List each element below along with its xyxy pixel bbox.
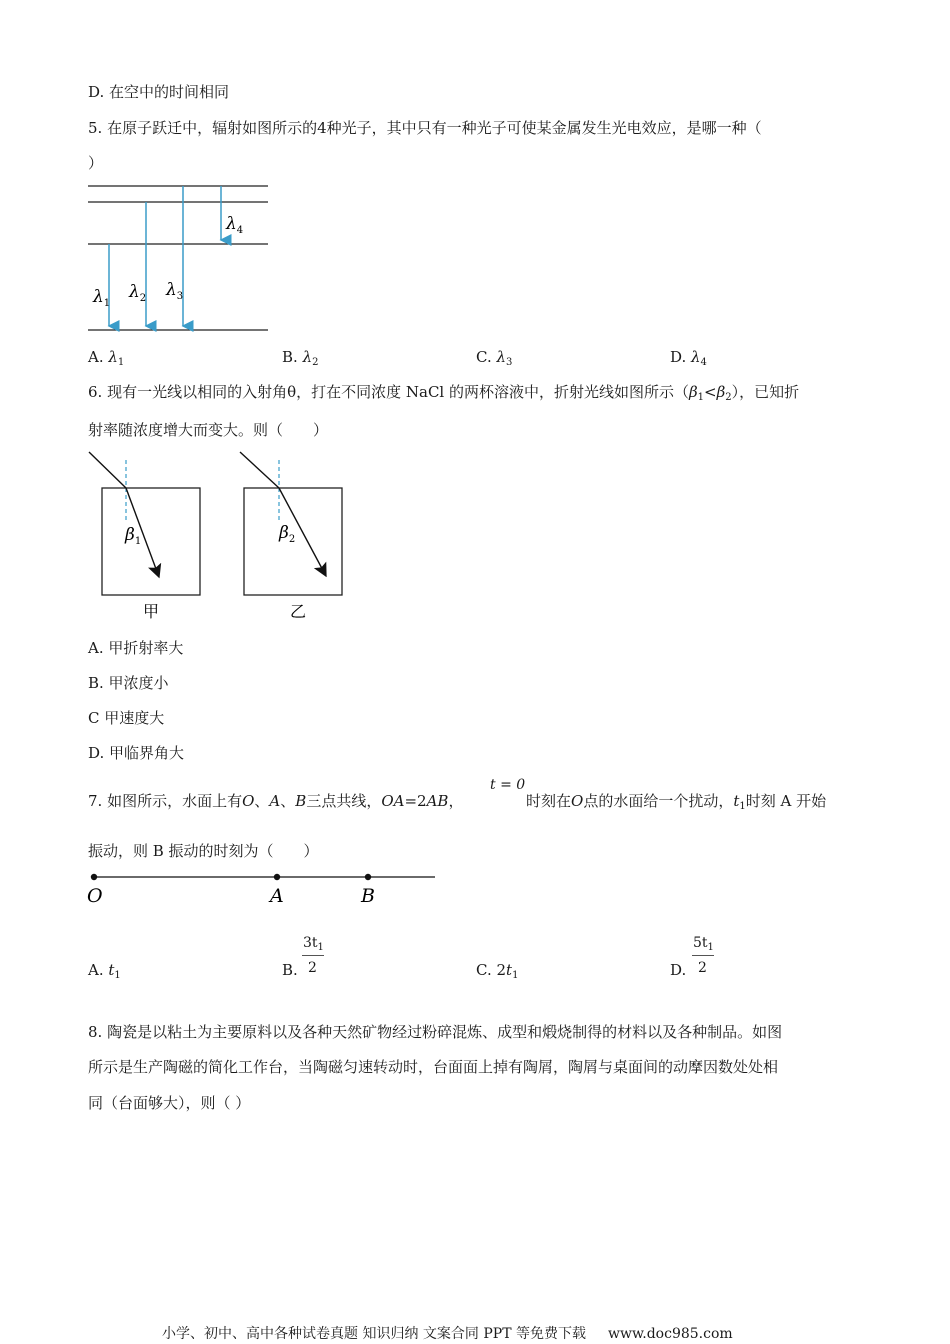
- footer-text: 小学、初中、高中各种试卷真题 知识归纳 文案合同 PPT 等免费下载: [162, 1326, 586, 1342]
- q6-option-b: B. 甲浓度小: [88, 674, 169, 692]
- q7-option-b-numerator: $3t_1$: [303, 935, 324, 953]
- q8-stem-line1: 8. 陶瓷是以粘土为主要原料以及各种天然矿物经过粉碎混炼、成型和煅烧制得的材料以及各种制品。如图: [88, 1023, 783, 1041]
- q6-stem-line2: 射率随浓度增大而变大。则（ ）: [88, 421, 329, 439]
- q5-stem-line2: ）: [88, 154, 104, 172]
- q7-option-b-fraction-bar: [302, 955, 324, 956]
- q6-option-a: A. 甲折射率大: [88, 639, 184, 657]
- q7-option-d-fraction-bar: [692, 955, 714, 956]
- q6-stem-line1: 6. 现有一光线以相同的入射角θ，打在不同浓度 NaCl 的两杯溶液中，折射光线如图所示$(\beta_1<\beta_2)$，已知折: [88, 383, 800, 403]
- footer-link[interactable]: www.doc985.com: [607, 1326, 733, 1342]
- q5-option-d: D. $\lambda_4$: [670, 348, 707, 368]
- q7-option-b-denominator: 2: [308, 960, 317, 976]
- q5-stem-line1: 5. 在原子跃迁中，辐射如图所示的4种光子，其中只有一种光子可使某金属发生光电效应，是哪一种（: [88, 119, 762, 137]
- label-lambda3: $\lambda_3$: [166, 280, 184, 302]
- label-o: O: [87, 885, 103, 907]
- page-footer: [162, 1323, 733, 1343]
- q8-stem-line2: 所示是生产陶磁的简化工作台，当陶磁匀速转动时，台面面上掉有陶屑，陶屑与桌面间的动摩因数处处相: [88, 1058, 779, 1076]
- label-lambda1: $\lambda_1$: [93, 287, 111, 309]
- q4-option-d: D. 在空中的时间相同: [88, 83, 230, 101]
- label-beta2: $\beta_2$: [279, 523, 296, 545]
- q7-option-b-prefix: B.: [282, 961, 298, 979]
- point-o: [91, 874, 97, 880]
- q7-option-d-numerator: $5t_1$: [693, 935, 714, 953]
- q7-stem-line1: 7. 如图所示，水面上有O、A、B三点共线，OA=2AB，: [88, 792, 464, 810]
- q7-option-d-denominator: 2: [698, 960, 707, 976]
- point-b: [365, 874, 371, 880]
- label-beta1: $\beta_1$: [125, 525, 142, 547]
- label-lambda2: $\lambda_2$: [129, 282, 147, 304]
- q7-t-equals-zero: t = 0: [490, 777, 526, 793]
- q6-option-d: D. 甲临界角大: [88, 744, 185, 762]
- q7-option-d-prefix: D.: [670, 961, 687, 979]
- q7-option-a: A. $t_1$: [88, 961, 121, 981]
- q7-stem-line2: 振动，则 B 振动的时刻为（ ）: [88, 842, 319, 860]
- label-lambda4: $\lambda_4$: [226, 214, 244, 236]
- q7-stem-line1-cont: 时刻在O点的水面给一个扰动，$t_1$时刻 A 开始: [526, 792, 827, 812]
- q8-stem-line3: 同（台面够大），则（ ）: [88, 1094, 251, 1112]
- label-b: B: [361, 885, 375, 907]
- q6-option-c: C 甲速度大: [88, 709, 165, 727]
- label-a: A: [270, 885, 284, 907]
- q5-option-a: A. $\lambda_1$: [88, 348, 125, 368]
- q5-option-c: C. $\lambda_3$: [476, 348, 513, 368]
- label-yi: 乙: [290, 602, 307, 621]
- q7-option-c: C. $2t_1$: [476, 961, 519, 981]
- q5-option-b: B. $\lambda_2$: [282, 348, 319, 368]
- label-jia: 甲: [143, 602, 160, 621]
- point-a: [274, 874, 280, 880]
